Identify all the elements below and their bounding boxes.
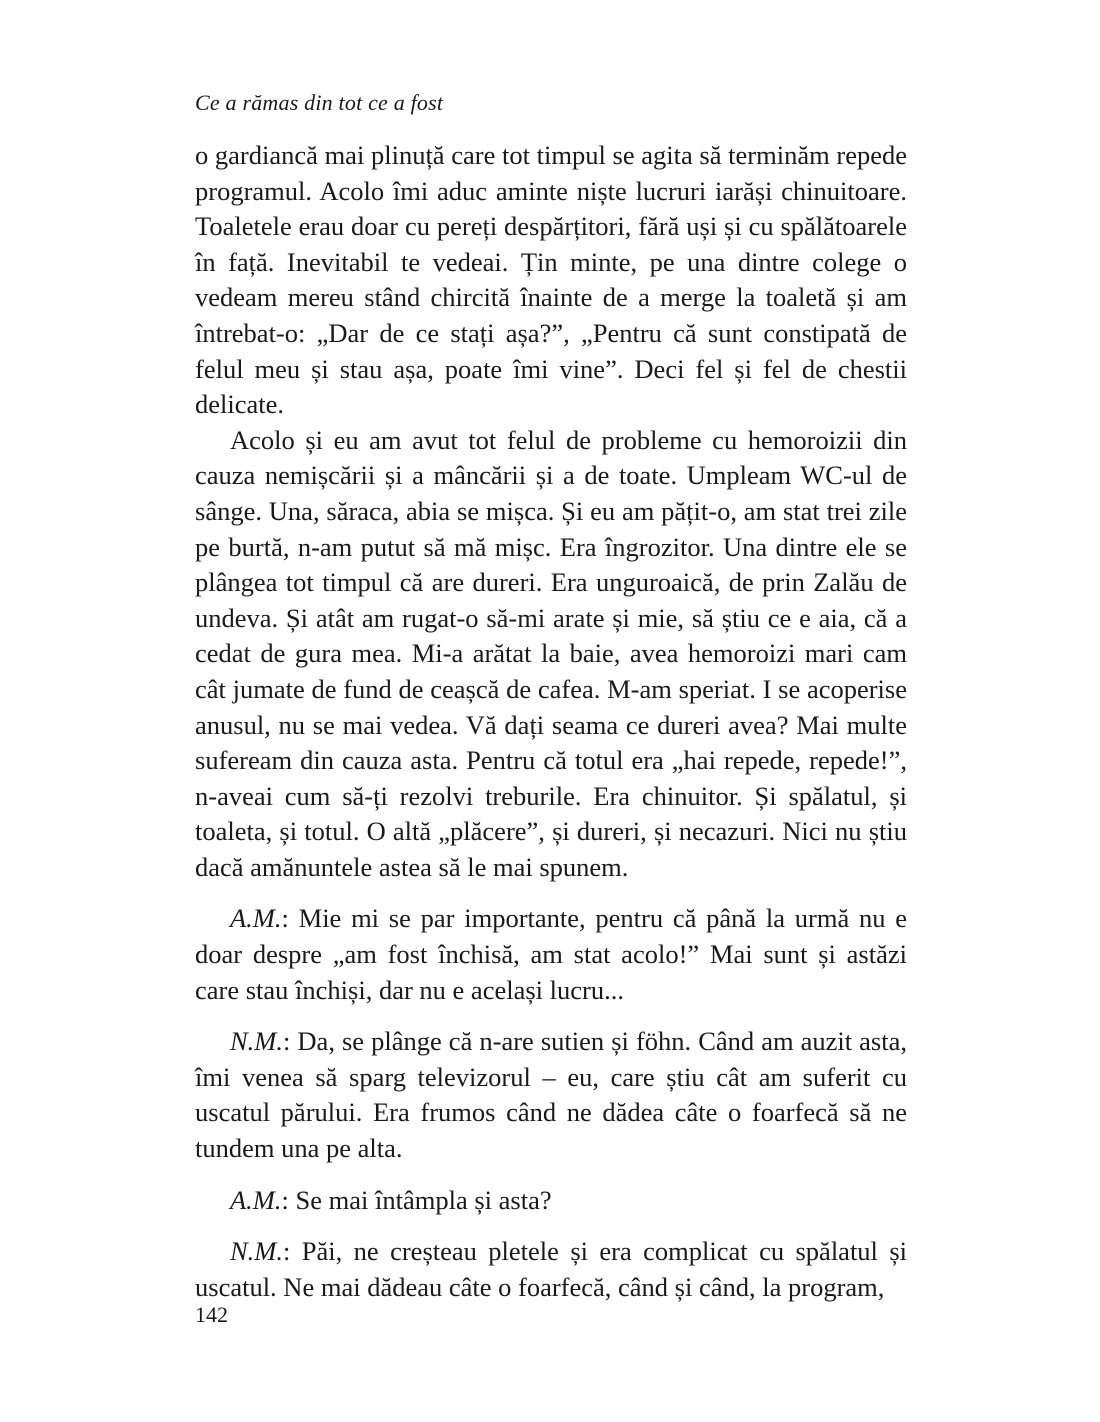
dialogue-paragraph — [195, 901, 907, 1008]
speaker-label: N.M. — [230, 1236, 283, 1267]
dialogue-paragraph — [195, 1183, 907, 1219]
dialogue-text: : Mie mi se par importante, pentru că până la urmă nu e doar despre „am fost închisă, am stat acolo!” Mai sunt și astăzi care stau închiși, dar nu e același lucru... — [195, 903, 907, 1005]
page-number: 142 — [195, 1302, 228, 1327]
paragraph-continued: o gardiancă mai plinuță care tot timpul se agita să terminăm repede programul. Acolo îmi aduc aminte niște lucruri iarăși chinuitoare. Toaletele erau doar cu pereți despărțitori, fără uși și cu spălătoarele în față. Inevitabil te vedeai. Țin minte, pe una dintre colege o vedeam mereu stând chircită înainte de a merge la toaletă și am întrebat-o: „Dar de ce stați așa?”, „Pentru că sunt constipată de felul meu și stau așa, poate îmi vine”. Deci fel și fel de chestii delicate. — [195, 140, 907, 420]
page-text — [195, 138, 907, 1305]
dialogue-text: : Da, se plânge că n-are sutien și föhn. Când am auzit asta, îmi venea să sparg televizorul – eu, care știu cât am suferit cu uscatul părului. Era frumos când ne dădea câte o foarfecă să ne tundem una pe alta. — [195, 1026, 907, 1164]
dialogue-paragraph — [195, 1024, 907, 1166]
dialogue-paragraph — [195, 1234, 907, 1305]
paragraph-hemorrhoids: Acolo și eu am avut tot felul de probleme cu hemoroizii din cauza nemișcării și a mâncării și a de toate. Umpleam WC-ul de sânge. Una, săraca, abia se mișca. Și eu am pățit-o, am stat trei zile pe burtă, n-am putut să mă mișc. Era îngrozitor. Una dintre ele se plângea tot timpul că are dureri. Era unguroaică, de prin Zalău de undeva. Și atât am rugat-o să-mi arate și mie, să știu ce e aia, că a cedat de gura mea. Mi-a arătat la baie, avea hemoroizi mari cam cât jumate de fund de ceașcă de cafea. M-am speriat. I se acoperise anusul, nu se mai vedea. Vă dați seama ce dureri avea? Mai multe suferеam din cauza asta. Pentru că totul era „hai repede, repede!”, n-aveai cum să-ți rezolvi treburile. Era chinuitor. Și spălatul, și toaleta, și totul. O altă „plăcere”, și dureri, și necazuri. Nici nu știu dacă amănuntele astea să le mai spunem. — [195, 424, 907, 882]
speaker-label: A.M. — [230, 1184, 282, 1215]
running-head-title: Ce a rămas din tot ce a fost — [195, 90, 444, 115]
dialogue-text: : Păi, ne creșteau pletele și era complicat cu spălatul și uscatul. Ne mai dădeau câte o foarfecă, când și când, la program, — [195, 1236, 907, 1302]
speaker-label: N.M. — [230, 1026, 283, 1057]
speaker-label: A.M. — [230, 903, 282, 934]
dialogue-text: : Se mai întâmpla și asta? — [281, 1184, 552, 1215]
